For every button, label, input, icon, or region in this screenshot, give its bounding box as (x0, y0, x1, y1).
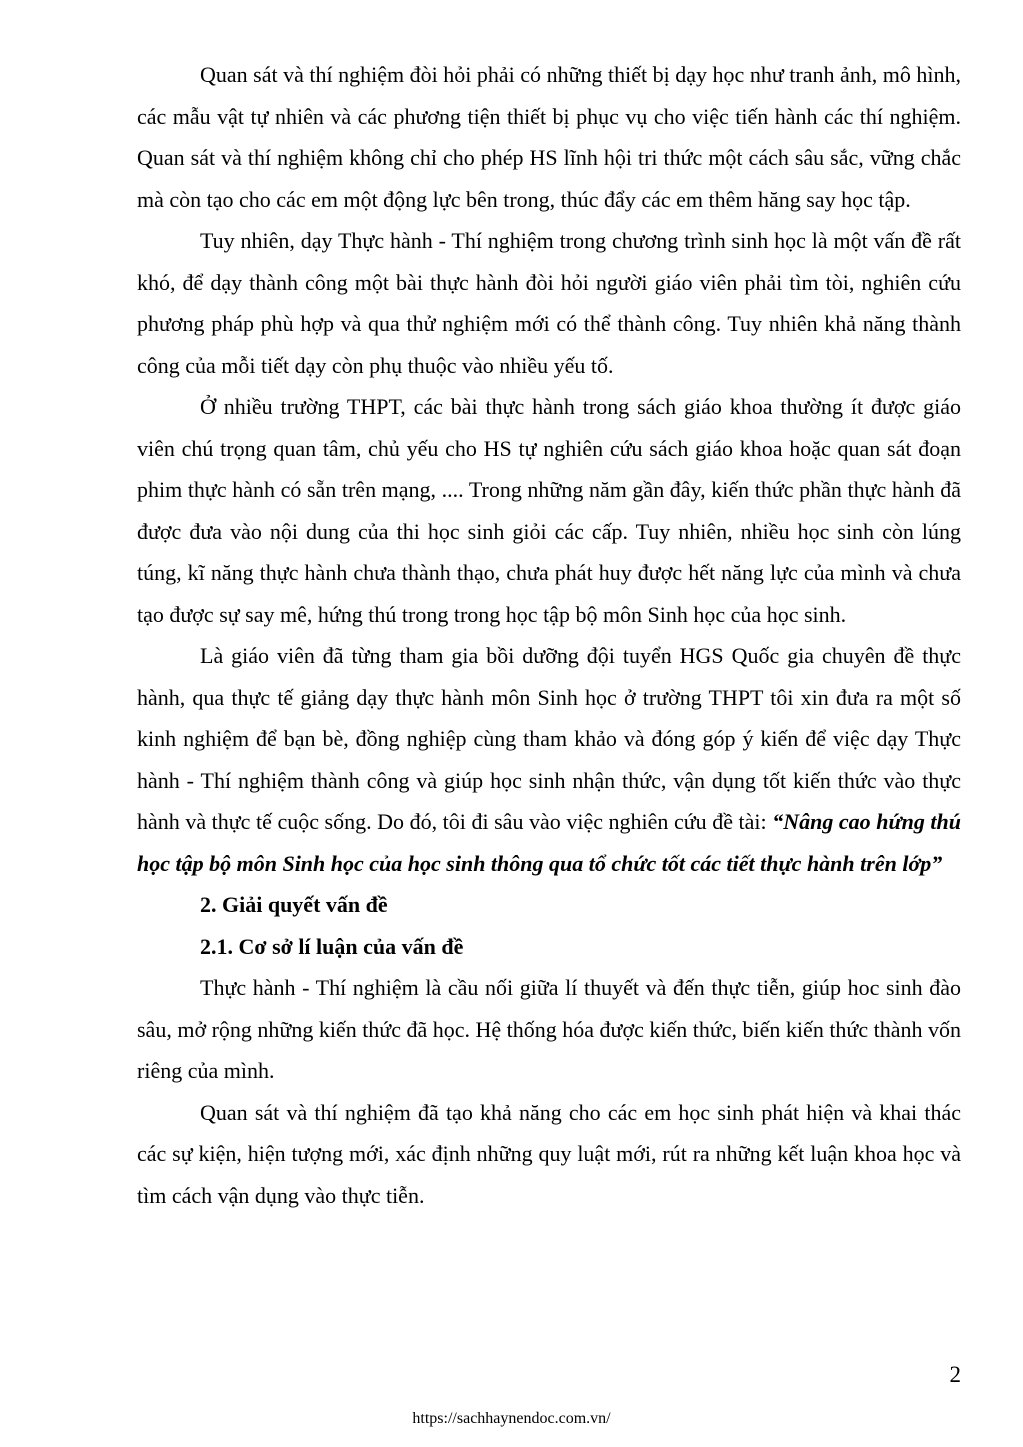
page-number: 2 (949, 1362, 961, 1387)
topic-title: “Nâng cao hứng thú học tập bộ môn Sinh học của học sinh thông qua tổ chức tốt các tiết thực hành trên lớp” (137, 809, 962, 876)
paragraph-6: Quan sát và thí nghiệm đã tạo khả năng cho các em học sinh phát hiện và khai thác các sự kiện, hiện tượng mới, xác định những quy luật mới, rút ra những kết luận khoa học và tìm cách vận dụng vào thực tiễn. (137, 1099, 961, 1208)
page-content (137, 54, 961, 1216)
section-2-1-heading: 2.1. Cơ sở lí luận của vấn đề (200, 933, 464, 959)
section-2-heading: 2. Giải quyết vấn đề (200, 892, 388, 917)
paragraph-5: Thực hành - Thí nghiệm là cầu nối giữa lí thuyết và đến thực tiễn, giúp hoc sinh đào sâu, mở rộng những kiến thức đã học. Hệ thống hóa được kiến thức, biến kiến thức thành vốn riêng của mình. (137, 975, 961, 1083)
footer-url: https://sachhaynendoc.com.vn/ (412, 1410, 611, 1427)
paragraph-4-text: Là giáo viên đã từng tham gia bồi dưỡng đội tuyển HGS Quốc gia chuyên đề thực hành, qua thực tế giảng dạy thực hành môn Sinh học ở trường THPT tôi xin đưa ra một số kinh nghiệm để bạn bè, đồng nghiệp cùng tham khảo và đóng góp ý kiến để việc dạy Thực hành - Thí nghiệm thành công và giúp học sinh nhận thức, vận dụng tốt kiến thức vào thực hành và thực tế cuộc sống. Do đó, tôi đi sâu vào việc nghiên cứu đề tài: (137, 643, 961, 834)
paragraph-2: Tuy nhiên, dạy Thực hành - Thí nghiệm trong chương trình sinh học là một vấn đề rất khó, để dạy thành công một bài thực hành đòi hỏi người giáo viên phải tìm tòi, nghiên cứu phương pháp phù hợp và qua thử nghiệm mới có thể thành công. Tuy nhiên khả năng thành công của mỗi tiết dạy còn phụ thuộc vào nhiều yếu tố. (137, 228, 961, 378)
paragraph-3: Ở nhiều trường THPT, các bài thực hành trong sách giáo khoa thường ít được giáo viên chú trọng quan tâm, chủ yếu cho HS tự nghiên cứu sách giáo khoa hoặc quan sát đoạn phim thực hành có sẵn trên mạng, .... Trong những năm gần đây, kiến thức phần thực hành đã được đưa vào nội dung của thi học sinh giỏi các cấp. Tuy nhiên, nhiều học sinh còn lúng túng, kĩ năng thực hành chưa thành thạo, chưa phát huy được hết năng lực của mình và chưa tạo được sự say mê, hứng thú trong trong học tập bộ môn Sinh học của học sinh. (137, 394, 961, 627)
paragraph-4 (137, 635, 961, 884)
paragraph-1: Quan sát và thí nghiệm đòi hỏi phải có những thiết bị dạy học như tranh ảnh, mô hình, các mẫu vật tự nhiên và các phương tiện thiết bị phục vụ cho việc tiến hành các thí nghiệm. Quan sát và thí nghiệm không chỉ cho phép HS lĩnh hội tri thức một cách sâu sắc, vững chắc mà còn tạo cho các em một động lực bên trong, thúc đẩy các em thêm hăng say học tập. (137, 62, 961, 212)
